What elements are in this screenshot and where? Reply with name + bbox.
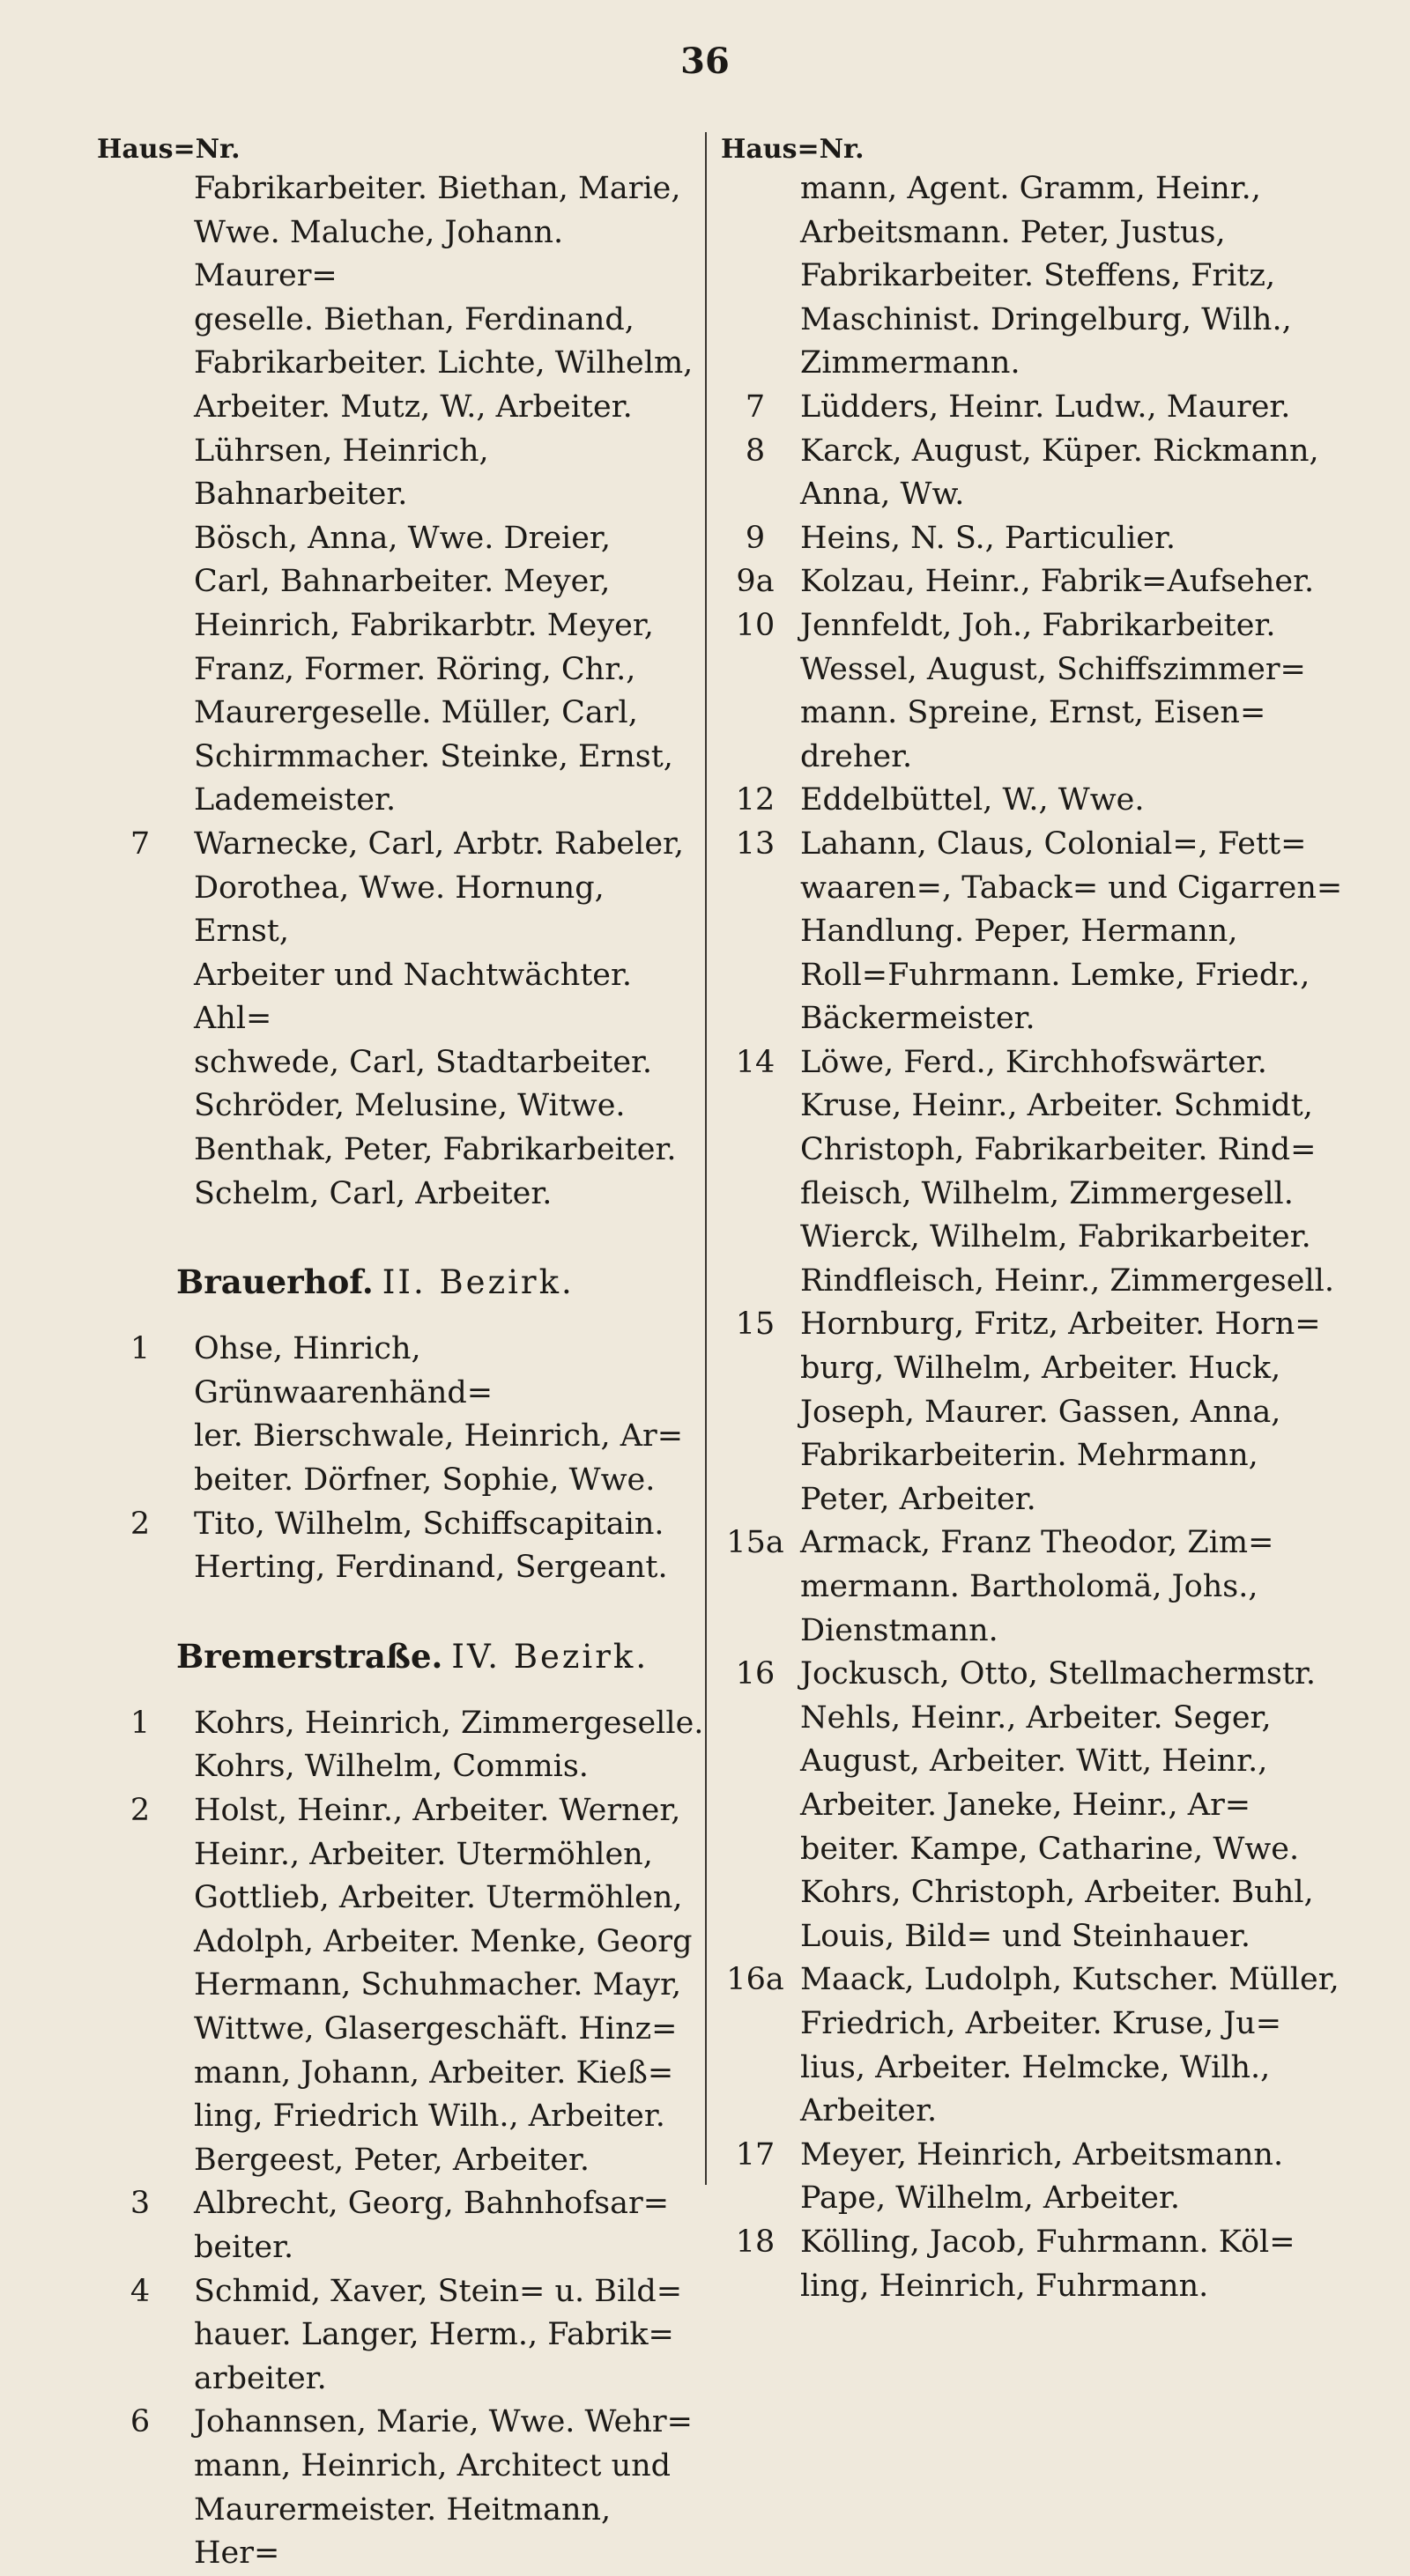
resident-line: Kölling, Jacob, Fuhrmann. Köl= xyxy=(800,2224,1295,2260)
house-number: 3 xyxy=(130,2186,151,2222)
resident-text xyxy=(194,1328,705,1502)
resident-line: Holst, Heinr., Arbeiter. Werner, xyxy=(194,1793,681,1828)
column-divider xyxy=(705,132,707,2185)
resident-line: Hornburg, Fritz, Arbeiter. Horn= xyxy=(800,1307,1321,1343)
resident-line: Warnecke, Carl, Arbtr. Rabeler, xyxy=(194,825,685,862)
resident-text xyxy=(800,517,1357,561)
resident-line: Arbeiter. Janeke, Heinr., Ar= xyxy=(800,1787,1251,1823)
resident-line: Anna, Ww. xyxy=(800,477,965,513)
resident-text xyxy=(800,430,1357,517)
house-number: 9a xyxy=(736,564,775,600)
resident-line: Carl, Bahnarbeiter. Meyer, xyxy=(194,564,611,600)
resident-line: Nehls, Heinr., Arbeiter. Seger, xyxy=(800,1699,1272,1736)
resident-text xyxy=(194,823,705,1216)
resident-line: Joseph, Maurer. Gassen, Anna, xyxy=(800,1394,1281,1430)
house-entry xyxy=(97,1328,705,1502)
resident-text xyxy=(800,386,1357,430)
house-number: 16a xyxy=(726,1962,784,1998)
resident-line: Maschinist. Dringelburg, Wilh., xyxy=(800,301,1292,337)
resident-text xyxy=(194,2182,705,2269)
house-entry xyxy=(721,1303,1357,1521)
resident-line: hauer. Langer, Herm., Fabrik= xyxy=(194,2317,674,2353)
resident-line: beiter. Kampe, Catharine, Wwe. xyxy=(800,1831,1300,1867)
resident-line: dreher. xyxy=(800,738,913,774)
resident-line: Jennfeldt, Joh., Fabrikarbeiter. xyxy=(800,607,1276,643)
house-number-header: Haus=Nr. xyxy=(721,134,865,165)
resident-line: Fabrikarbeiter. Biethan, Marie, xyxy=(194,171,681,206)
house-entry xyxy=(97,167,705,823)
resident-line: Lademeister. xyxy=(194,782,397,818)
house-entry xyxy=(721,517,1357,561)
resident-line: Hermann, Schuhmacher. Mayr, xyxy=(194,1967,682,2003)
resident-line: Arbeiter. Mutz, W., Arbeiter. xyxy=(194,389,633,425)
house-entry xyxy=(97,2182,705,2269)
resident-line: ling, Friedrich Wilh., Arbeiter. xyxy=(194,2099,665,2135)
resident-line: Lührsen, Heinrich, Bahnarbeiter. xyxy=(194,433,489,513)
house-number: 13 xyxy=(735,825,776,862)
resident-line: Maack, Ludolph, Kutscher. Müller, xyxy=(800,1962,1340,1998)
resident-line: mann, Johann, Arbeiter. Kieß= xyxy=(194,2054,674,2091)
resident-line: Löwe, Ferd., Kirchhofswärter. xyxy=(800,1044,1267,1080)
house-number: 16 xyxy=(735,1656,776,1692)
resident-line: lius, Arbeiter. Helmcke, Wilh., xyxy=(800,2049,1271,2085)
resident-line: mann. Spreine, Ernst, Eisen= xyxy=(800,695,1266,731)
resident-line: Fabrikarbeiter. Lichte, Wilhelm, xyxy=(194,345,694,381)
resident-line: Schirmmacher. Steinke, Ernst, xyxy=(194,738,673,774)
resident-line: Handlung. Peper, Hermann, xyxy=(800,914,1238,950)
house-entry xyxy=(97,1789,705,2182)
resident-text xyxy=(800,1958,1357,2133)
resident-line: Arbeiter und Nachtwächter. Ahl= xyxy=(194,957,633,1037)
house-entry xyxy=(97,1503,705,1590)
resident-line: Herting, Ferdinand, Sergeant. xyxy=(194,1550,668,1586)
resident-line: Wessel, August, Schiffszimmer= xyxy=(800,651,1306,687)
house-entry xyxy=(721,779,1357,823)
resident-line: Arbeiter. xyxy=(800,2093,938,2129)
house-number: 1 xyxy=(130,1705,151,1741)
resident-line: Maurermeister. Heitmann, Her= xyxy=(194,2491,612,2572)
resident-line: mann, Heinrich, Architect und xyxy=(194,2447,672,2483)
resident-text xyxy=(194,1503,705,1590)
resident-line: Lahann, Claus, Colonial=, Fett= xyxy=(800,825,1307,862)
resident-line: Schröder, Melusine, Witwe. xyxy=(194,1088,626,1124)
house-number: 8 xyxy=(745,433,766,469)
resident-line: Heinr., Arbeiter. Utermöhlen, xyxy=(194,1836,653,1872)
house-entry xyxy=(721,1041,1357,1304)
resident-text xyxy=(194,2401,705,2575)
resident-line: beiter. xyxy=(194,2229,294,2265)
resident-text xyxy=(800,1041,1357,1304)
house-entry xyxy=(721,167,1357,386)
house-entry xyxy=(97,1702,705,1789)
house-entry xyxy=(721,823,1357,1041)
house-number: 2 xyxy=(130,1793,151,1828)
resident-line: Schmid, Xaver, Stein= u. Bild= xyxy=(194,2273,683,2309)
resident-line: Bergeest, Peter, Arbeiter. xyxy=(194,2142,590,2178)
street-heading xyxy=(176,1260,705,1305)
resident-line: Bösch, Anna, Wwe. Dreier, xyxy=(194,520,611,556)
house-number: 15 xyxy=(735,1307,776,1343)
house-number: 12 xyxy=(735,782,776,818)
resident-line: Ohse, Hinrich, Grünwaarenhänd= xyxy=(194,1331,494,1410)
resident-line: Eddelbüttel, W., Wwe. xyxy=(800,782,1145,818)
resident-text xyxy=(194,167,705,823)
resident-text xyxy=(800,1303,1357,1521)
resident-line: ler. Bierschwale, Heinrich, Ar= xyxy=(194,1418,684,1455)
resident-line: arbeiter. xyxy=(194,2360,327,2396)
resident-text xyxy=(800,2134,1357,2221)
house-entry xyxy=(97,2401,705,2575)
house-entry xyxy=(721,1958,1357,2133)
resident-line: ling, Heinrich, Fuhrmann. xyxy=(800,2268,1209,2304)
resident-text xyxy=(194,1789,705,2182)
resident-line: geselle. Biethan, Ferdinand, xyxy=(194,301,634,337)
resident-line: Rindfleisch, Heinr., Zimmergesell. xyxy=(800,1262,1334,1299)
resident-line: Roll=Fuhrmann. Lemke, Friedr., xyxy=(800,957,1310,993)
resident-line: Kohrs, Heinrich, Zimmergeselle. xyxy=(194,1705,704,1741)
house-entry xyxy=(97,2270,705,2402)
resident-line: August, Arbeiter. Witt, Heinr., xyxy=(800,1743,1268,1780)
house-entry xyxy=(721,2134,1357,2221)
resident-line: Heinrich, Fabrikarbtr. Meyer, xyxy=(194,607,654,643)
resident-text xyxy=(800,823,1357,1041)
left-column xyxy=(97,132,705,2576)
house-number-header: Haus=Nr. xyxy=(97,134,241,165)
resident-line: Kohrs, Christoph, Arbeiter. Buhl, xyxy=(800,1875,1314,1911)
resident-line: Fabrikarbeiter. Steffens, Fritz, xyxy=(800,258,1276,294)
resident-line: Gottlieb, Arbeiter. Utermöhlen, xyxy=(194,1880,683,1916)
house-entry xyxy=(721,1521,1357,1653)
resident-line: Schelm, Carl, Arbeiter. xyxy=(194,1175,553,1211)
house-number: 15a xyxy=(726,1525,784,1561)
resident-line: Benthak, Peter, Fabrikarbeiter. xyxy=(194,1132,677,1168)
resident-line: Pape, Wilhelm, Arbeiter. xyxy=(800,2180,1180,2217)
resident-line: Armack, Franz Theodor, Zim= xyxy=(800,1525,1274,1561)
resident-text xyxy=(800,167,1357,386)
resident-line: Bäckermeister. xyxy=(800,1001,1035,1037)
resident-line: Meyer, Heinrich, Arbeitsmann. xyxy=(800,2136,1284,2173)
resident-line: Franz, Former. Röring, Chr., xyxy=(194,651,636,687)
resident-line: Peter, Arbeiter. xyxy=(800,1481,1036,1517)
resident-line: Wierck, Wilhelm, Fabrikarbeiter. xyxy=(800,1219,1311,1255)
resident-line: Kohrs, Wilhelm, Commis. xyxy=(194,1749,589,1785)
resident-line: mann, Agent. Gramm, Heinr., xyxy=(800,171,1261,206)
house-number: 6 xyxy=(130,2404,151,2440)
resident-line: Dorothea, Wwe. Hornung, Ernst, xyxy=(194,870,605,950)
resident-line: Dienstmann. xyxy=(800,1612,998,1648)
house-number: 9 xyxy=(745,520,766,556)
resident-text xyxy=(800,2221,1357,2308)
house-number: 18 xyxy=(735,2224,776,2260)
resident-line: mermann. Bartholomä, Johs., xyxy=(800,1569,1258,1604)
house-number: 7 xyxy=(130,825,151,862)
resident-text xyxy=(800,560,1357,604)
resident-text xyxy=(800,1653,1357,1958)
resident-line: Heins, N. S., Particulier. xyxy=(800,520,1176,556)
house-number: 4 xyxy=(130,2273,151,2309)
resident-line: fleisch, Wilhelm, Zimmergesell. xyxy=(800,1175,1294,1211)
resident-line: Maurergeselle. Müller, Carl, xyxy=(194,695,638,731)
district-label: II. Bezirk. xyxy=(382,1263,575,1302)
street-name: Brauerhof. xyxy=(176,1262,374,1302)
house-number: 7 xyxy=(745,389,766,425)
house-entry xyxy=(721,2221,1357,2308)
resident-text xyxy=(800,779,1357,823)
resident-line: beiter. Dörfner, Sophie, Wwe. xyxy=(194,1462,656,1499)
house-number: 2 xyxy=(130,1506,151,1542)
resident-line: Christoph, Fabrikarbeiter. Rind= xyxy=(800,1132,1317,1168)
street-heading xyxy=(176,1634,705,1679)
resident-line: Adolph, Arbeiter. Menke, Georg xyxy=(194,1923,693,1959)
right-column xyxy=(721,132,1357,2308)
resident-line: burg, Wilhelm, Arbeiter. Huck, xyxy=(800,1351,1281,1387)
street-name: Bremerstraße. xyxy=(176,1636,443,1676)
house-number: 1 xyxy=(130,1331,151,1367)
house-entry xyxy=(721,386,1357,430)
resident-line: Wwe. Maluche, Johann. Maurer= xyxy=(194,214,564,294)
resident-line: Friedrich, Arbeiter. Kruse, Ju= xyxy=(800,2005,1282,2041)
house-entry xyxy=(721,560,1357,604)
resident-text xyxy=(800,604,1357,779)
resident-line: schwede, Carl, Stadtarbeiter. xyxy=(194,1044,653,1080)
resident-line: Albrecht, Georg, Bahnhofsar= xyxy=(194,2186,670,2222)
resident-line: Lüdders, Heinr. Ludw., Maurer. xyxy=(800,389,1291,425)
resident-line: Arbeitsmann. Peter, Justus, xyxy=(800,214,1226,250)
resident-text xyxy=(194,1702,705,1789)
resident-line: Tito, Wilhelm, Schiffscapitain. xyxy=(194,1506,664,1542)
resident-line: Zimmermann. xyxy=(800,345,1020,381)
house-entry xyxy=(97,823,705,1216)
resident-line: Kruse, Heinr., Arbeiter. Schmidt, xyxy=(800,1088,1313,1124)
resident-line: Louis, Bild= und Steinhauer. xyxy=(800,1918,1251,1954)
resident-line: waaren=, Taback= und Cigarren= xyxy=(800,870,1343,906)
resident-text xyxy=(800,1521,1357,1653)
house-number: 17 xyxy=(735,2136,776,2173)
resident-line: Kolzau, Heinr., Fabrik=Aufseher. xyxy=(800,564,1315,600)
resident-line: Karck, August, Küper. Rickmann, xyxy=(800,433,1319,469)
house-number: 10 xyxy=(735,607,776,643)
resident-line: Wittwe, Glasergeschäft. Hinz= xyxy=(194,2010,678,2047)
house-entry xyxy=(721,604,1357,779)
resident-line: Jockusch, Otto, Stellmachermstr. xyxy=(800,1656,1316,1692)
page-number: 36 xyxy=(680,41,730,82)
resident-line: Johannsen, Marie, Wwe. Wehr= xyxy=(194,2404,693,2440)
resident-text xyxy=(194,2270,705,2402)
resident-line: Fabrikarbeiterin. Mehrmann, xyxy=(800,1438,1258,1474)
house-entry xyxy=(721,430,1357,517)
house-entry xyxy=(721,1653,1357,1958)
house-number: 14 xyxy=(735,1044,776,1080)
district-label: IV. Bezirk. xyxy=(451,1637,649,1676)
